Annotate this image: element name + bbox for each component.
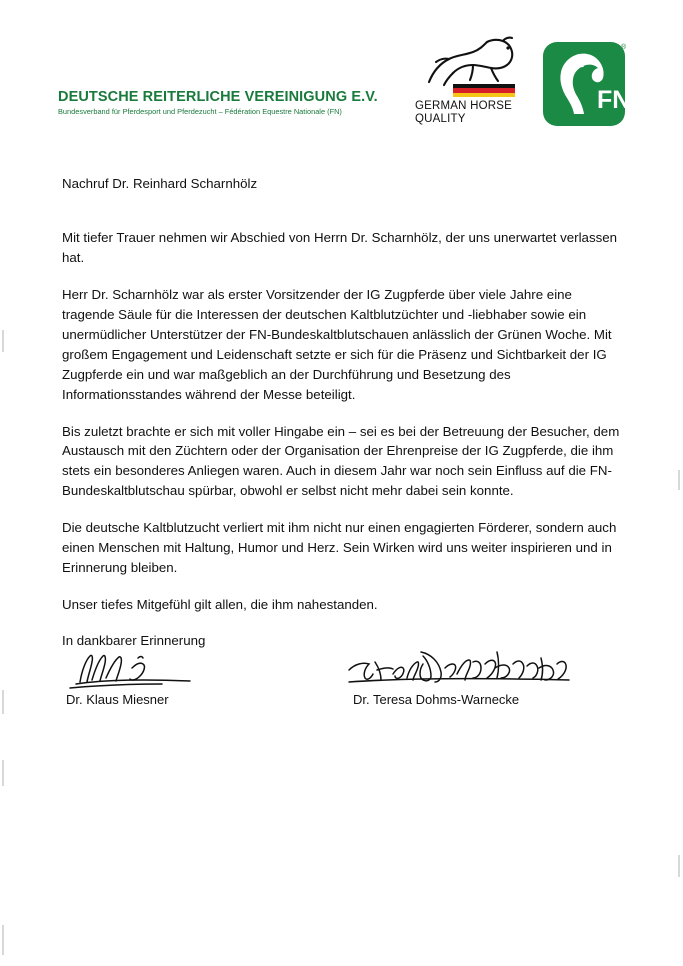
signature-block <box>62 650 292 707</box>
fn-horse-head-icon <box>543 42 631 126</box>
svg-text:FN: FN <box>597 86 631 114</box>
handwritten-signature <box>345 650 595 690</box>
scan-edge-mark <box>2 330 4 352</box>
german-flag-icon <box>453 84 515 97</box>
german-horse-quality-mark <box>415 36 535 125</box>
fn-logo <box>543 42 631 126</box>
paragraph: Herr Dr. Scharnhölz war als erster Vorsitzender der IG Zugpferde über viele Jahre eine tragende Säule für die Interessen der deutschen Kaltblutzüchter und -liebhaber sowie ein unermüdlicher Unterstützer der FN-Bundeskaltblutschauen anlässlich der Grünen Woche. Mit großem Engagement und Leidenschaft setzte er sich für die Präsenz und Sichtbarkeit der IG Zugpferde ein und war maßgeblich an der Durchführung und Besetzung des Informationsstandes während der Messe beteiligt. <box>62 286 612 402</box>
quality-mark-line1: GERMAN HORSE <box>415 100 512 112</box>
paragraph: In dankbarer Erinnerung <box>62 633 206 648</box>
registered-trademark-symbol: ® <box>621 44 627 51</box>
scan-edge-mark <box>2 760 4 786</box>
jumping-horse-icon <box>415 36 525 88</box>
paragraph: Bis zuletzt brachte er sich mit voller Hingabe ein – sei es bei der Betreuung der Besucher, dem Austausch mit den Züchtern oder der Organisation der Ehrenpreise der IG Zugpferde, die ihm stets ein besonderes Anliegen waren. Auch in diesem Jahr war noch sein Einfluss auf die FN-Bundeskaltblutschau spürbar, obwohl er selbst nicht mehr dabei sein konnte. <box>62 423 620 499</box>
signature-area <box>0 650 683 720</box>
handwritten-signature <box>62 650 252 690</box>
paragraph: Die deutsche Kaltblutzucht verliert mit ihm nicht nur einen engagierten Förderer, sondern auch einen Menschen mit Haltung, Humor und Herz. Sein Wirken wird uns weiter inspirieren und in Erinnerung bleiben. <box>62 520 617 576</box>
letterhead <box>0 28 683 128</box>
signatory-name: Dr. Klaus Miesner <box>66 692 169 707</box>
scan-edge-mark <box>678 855 680 877</box>
document-body <box>62 228 622 668</box>
page-title: Nachruf Dr. Reinhard Scharnhölz <box>62 176 258 191</box>
organization-block <box>58 90 418 116</box>
quality-mark-line2: QUALITY <box>415 112 466 125</box>
paragraph: Mit tiefer Trauer nehmen wir Abschied von Herrn Dr. Scharnhölz, der uns unerwartet verlassen hat. <box>62 230 618 265</box>
organization-subtitle: Bundesverband für Pferdesport und Pferdezucht – Fédération Equestre Nationale (FN) <box>58 107 342 117</box>
paragraph: Unser tiefes Mitgefühl gilt allen, die ihm nahestanden. <box>62 597 378 613</box>
organization-name: DEUTSCHE REITERLICHE VEREINIGUNG E.V. <box>58 89 378 105</box>
scan-edge-mark <box>678 470 680 490</box>
signatory-name: Dr. Teresa Dohms-Warnecke <box>353 692 520 707</box>
scan-edge-mark <box>2 925 4 955</box>
quality-mark-text <box>415 100 512 126</box>
signature-block <box>345 650 595 707</box>
